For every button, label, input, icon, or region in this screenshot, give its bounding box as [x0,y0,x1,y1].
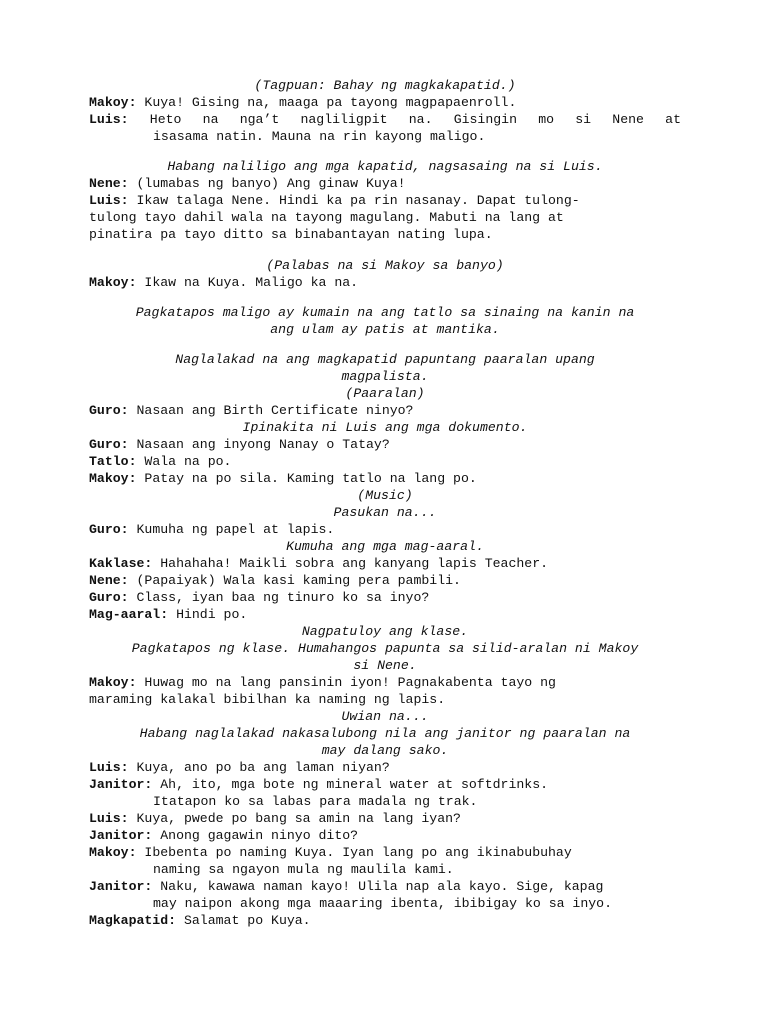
dialogue-text: Huwag mo na lang pansinin iyon! Pagnakabenta tayo ng [136,675,556,690]
dialogue-text: Kuya! Gising na, maaga pa tayong magpapaenroll. [136,95,517,110]
dialogue-text: Ikaw na Kuya. Maligo ka na. [136,275,359,290]
dialogue-text: Nasaan ang inyong Nanay o Tatay? [128,437,390,452]
dialogue-line: Kaklase: Hahahaha! Maikli sobra ang kanyang lapis Teacher. [89,556,549,571]
dialogue-continuation: isasama natin. Mauna na rin kayong maligo. [153,129,486,144]
dialogue-text: Ibebenta po naming Kuya. Iyan lang po ang ikinabubuhay [136,845,572,860]
dialogue-text: Hahahaha! Maikli sobra ang kanyang lapis Teacher. [152,556,549,571]
dialogue-text: Anong gagawin ninyo dito? [152,828,359,843]
stage-direction: Ipinakita ni Luis ang mga dokumento. [242,420,528,435]
speaker-name: Nene [89,176,121,191]
dialogue-line: Makoy: Patay na po sila. Kaming tatlo na lang po. [89,471,477,486]
dialogue-continuation: may naipon akong mga maaaring ibenta, ibibigay ko sa inyo. [153,896,612,911]
speaker-name: Guro [89,590,121,605]
speaker-name: Nene [89,573,121,588]
dialogue-text: Nasaan ang Birth Certificate ninyo? [128,403,414,418]
dialogue-text: Kumuha ng papel at lapis. [128,522,335,537]
dialogue-text: Class, iyan baa ng tinuro ko sa inyo? [128,590,430,605]
dialogue-line: Luis: Ikaw talaga Nene. Hindi ka pa rin nasanay. Dapat tulong- [89,193,580,208]
dialogue-continuation: naming sa ngayon mula ng maulila kami. [153,862,454,877]
dialogue-line: Janitor: Anong gagawin ninyo dito? [89,828,359,843]
dialogue-line: Luis: Kuya, ano po ba ang laman niyan? [89,760,390,775]
dialogue-text: Naku, kawawa naman kayo! Ulila nap ala kayo. Sige, kapag [152,879,604,894]
dialogue-wrap: maraming kalakal bibilhan ka naming ng lapis. [89,692,446,707]
speaker-name: Mag-aaral [89,607,161,622]
speaker-name: Tatlo [89,454,129,469]
stage-direction: Pagkatapos maligo ay kumain na ang tatlo sa sinaing na kanin na [135,305,635,320]
speaker-name: Guro [89,403,121,418]
speaker-name: Makoy [89,845,129,860]
speaker-name: Makoy [89,471,129,486]
dialogue-line: Magkapatid: Salamat po Kuya. [89,913,311,928]
speaker-name: Luis [89,112,121,127]
stage-direction: Naglalakad na ang magkapatid papuntang paaralan upang [175,352,595,367]
dialogue-line: Mag-aaral: Hindi po. [89,607,248,622]
stage-direction: Pasukan na... [333,505,437,520]
speaker-name: Makoy [89,275,129,290]
stage-direction: si Nene. [353,658,417,673]
stage-direction: (Paaralan) [345,386,425,401]
stage-direction: Habang naliligo ang mga kapatid, nagsasaing na si Luis. [167,159,603,174]
dialogue-line: Nene: (Papaiyak) Wala kasi kaming pera pambili. [89,573,461,588]
speaker-name: Makoy [89,95,129,110]
dialogue-line: Makoy: Ikaw na Kuya. Maligo ka na. [89,275,359,290]
dialogue-text: (lumabas ng banyo) Ang ginaw Kuya! [128,176,406,191]
stage-direction: Kumuha ang mga mag-aaral. [286,539,484,554]
stage-direction: (Palabas na si Makoy sa banyo) [266,258,504,273]
dialogue-text: Patay na po sila. Kaming tatlo na lang po. [136,471,477,486]
stage-direction: (Music) [357,488,413,503]
dialogue-line: Guro: Kumuha ng papel at lapis. [89,522,335,537]
dialogue-line: Luis: Kuya, pwede po bang sa amin na lang iyan? [89,811,461,826]
dialogue-line: Guro: Class, iyan baa ng tinuro ko sa inyo? [89,590,430,605]
dialogue-line: Janitor: Naku, kawawa naman kayo! Ulila nap ala kayo. Sige, kapag [89,879,604,894]
stage-direction: Uwian na... [341,709,429,724]
speaker-name: Janitor [89,777,145,792]
dialogue-line: Makoy: Ibebenta po naming Kuya. Iyan lang po ang ikinabubuhay [89,845,572,860]
speaker-name: Makoy [89,675,129,690]
dialogue-text: Kuya, pwede po bang sa amin na lang iyan? [128,811,461,826]
stage-direction: (Tagpuan: Bahay ng magkakapatid.) [254,78,516,93]
dialogue-line: Nene: (lumabas ng banyo) Ang ginaw Kuya! [89,176,406,191]
dialogue-line: Luis: Heto na nga’t nagliligpit na. Gisingin mo si Nene at [89,112,681,127]
dialogue-line: Makoy: Kuya! Gising na, maaga pa tayong magpapaenroll. [89,95,517,110]
speaker-name: Guro [89,437,121,452]
stage-direction: Nagpatuloy ang klase. [301,624,469,639]
speaker-name: Guro [89,522,121,537]
dialogue-text: Kuya, ano po ba ang laman niyan? [128,760,390,775]
dialogue-wrap: pinatira pa tayo ditto sa binabantayan nating lupa. [89,227,493,242]
stage-direction: Pagkatapos ng klase. Humahangos papunta sa silid-aralan ni Makoy [131,641,639,656]
stage-direction: may dalang sako. [321,743,449,758]
dialogue-text: Hindi po. [168,607,248,622]
dialogue-line: Guro: Nasaan ang Birth Certificate ninyo? [89,403,414,418]
dialogue-line: Guro: Nasaan ang inyong Nanay o Tatay? [89,437,390,452]
dialogue-text: Ah, ito, mga bote ng mineral water at softdrinks. [152,777,549,792]
speaker-name: Luis [89,193,121,208]
speaker-name: Magkapatid [89,913,169,928]
dialogue-text: Salamat po Kuya. [176,913,311,928]
speaker-name: Luis [89,811,121,826]
speaker-name: Janitor [89,879,145,894]
dialogue-text: (Papaiyak) Wala kasi kaming pera pambili. [128,573,461,588]
speaker-name: Janitor [89,828,145,843]
dialogue-continuation: Itatapon ko sa labas para madala ng trak. [153,794,478,809]
dialogue-text: Ikaw talaga Nene. Hindi ka pa rin nasanay. Dapat tulong- [128,193,580,208]
dialogue-line: Makoy: Huwag mo na lang pansinin iyon! Pagnakabenta tayo ng [89,675,556,690]
stage-direction: Habang naglalakad nakasalubong nila ang janitor ng paaralan na [139,726,631,741]
dialogue-text: Heto na nga’t nagliligpit na. Gisingin mo si Nene at [128,112,681,127]
dialogue-line: Tatlo: Wala na po. [89,454,232,469]
dialogue-text: Wala na po. [136,454,232,469]
dialogue-line: Janitor: Ah, ito, mga bote ng mineral water at softdrinks. [89,777,549,792]
stage-direction: magpalista. [341,369,429,384]
speaker-name: Luis [89,760,121,775]
stage-direction: ang ulam ay patis at mantika. [270,322,500,337]
speaker-name: Kaklase [89,556,145,571]
dialogue-wrap: tulong tayo dahil wala na tayong magulang. Mabuti na lang at [89,210,564,225]
